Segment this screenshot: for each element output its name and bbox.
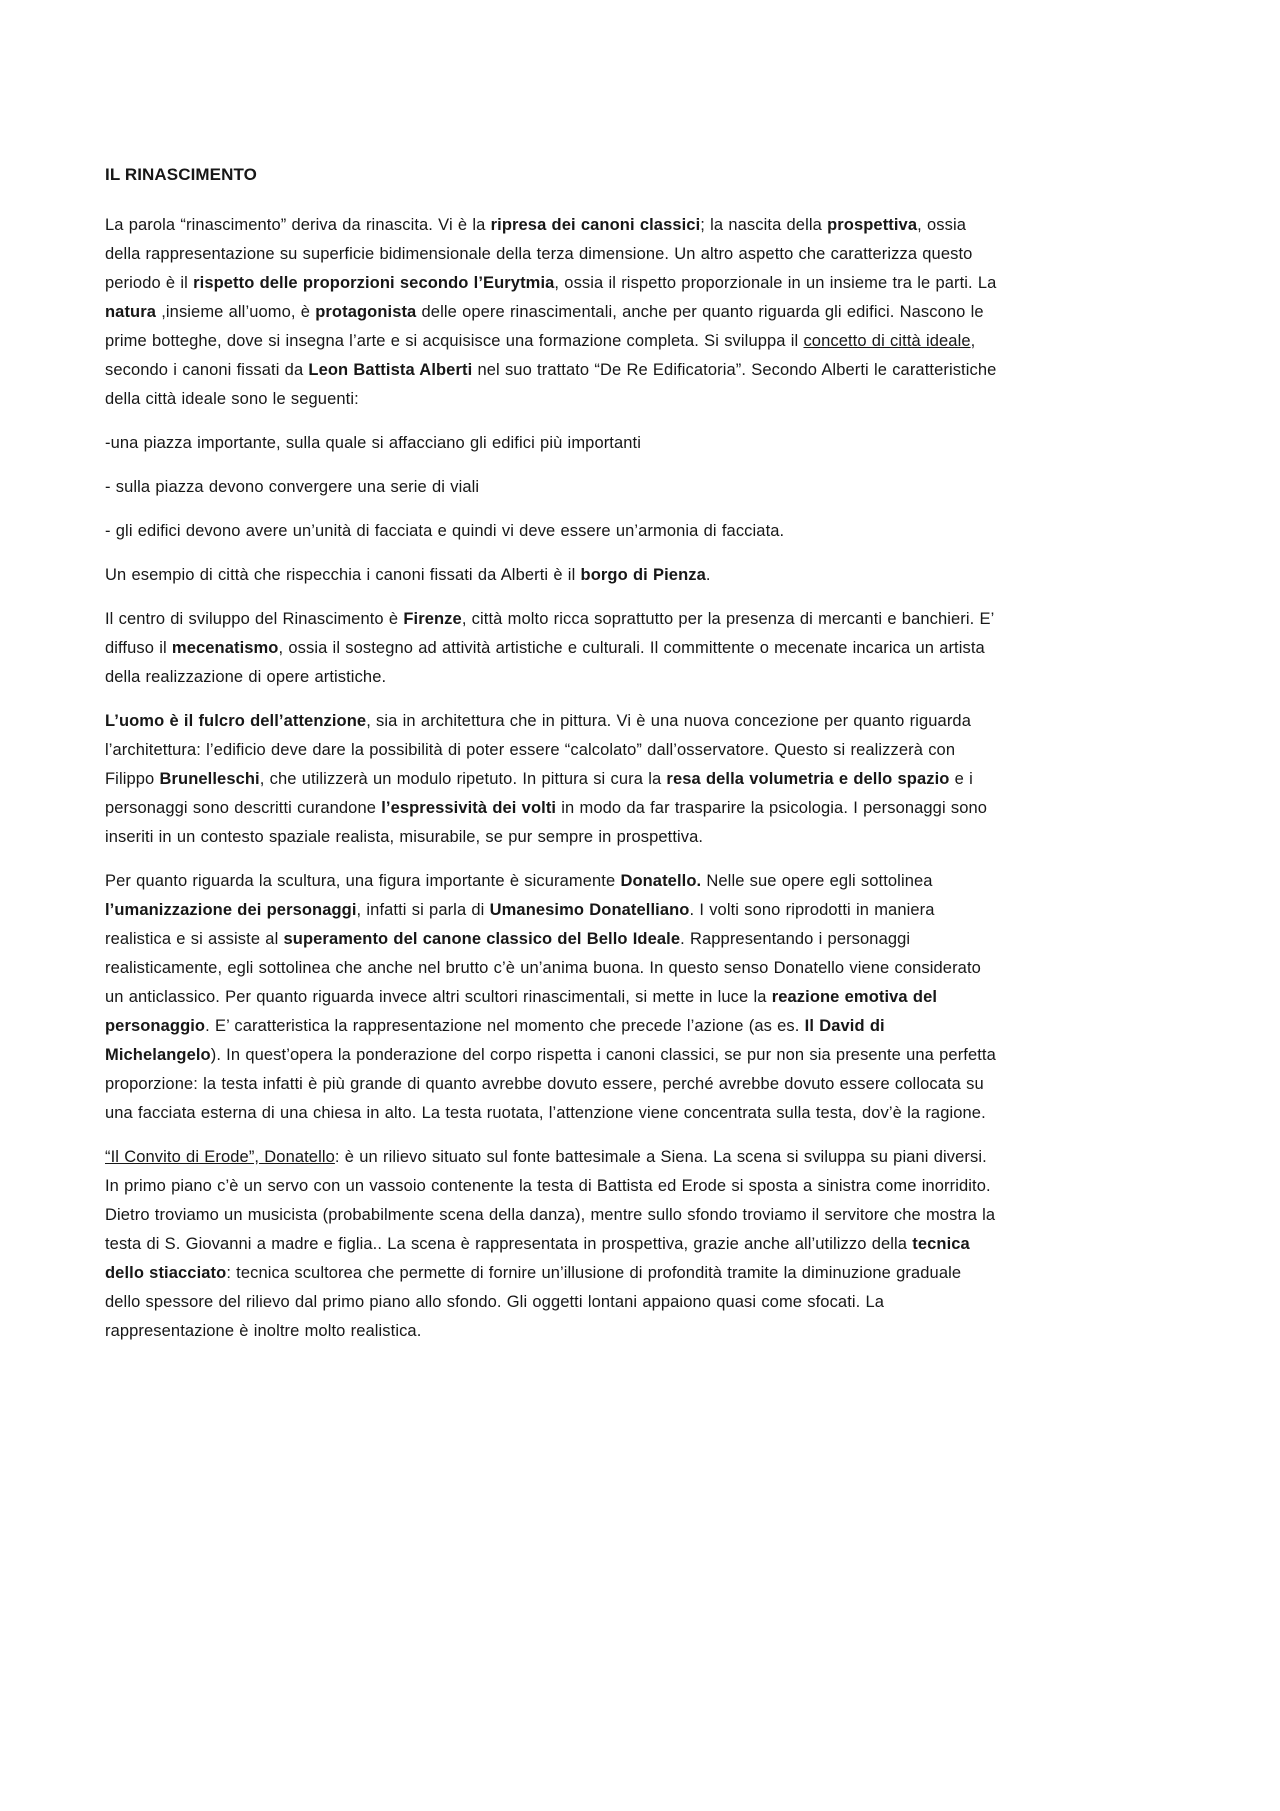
- bold-text-run: l’espressività dei volti: [381, 799, 557, 817]
- text-run: - sulla piazza devono convergere una serie di viali: [105, 478, 480, 496]
- paragraph: [105, 867, 1000, 1128]
- paragraph: [105, 473, 1000, 502]
- text-run: in modo da far trasparire la psicologia. I personaggi sono inseriti in un contesto spaziale realista, misurabile, se pur sempre in prospettiva.: [105, 799, 988, 846]
- bold-text-run: Firenze: [403, 610, 462, 628]
- bold-text-run: L’uomo è il fulcro dell’attenzione: [105, 712, 367, 730]
- document-title: IL RINASCIMENTO: [105, 165, 257, 184]
- bold-text-run: prospettiva: [827, 216, 918, 234]
- bold-text-run: borgo di Pienza: [580, 566, 706, 584]
- text-run: delle opere rinascimentali, anche per quanto riguarda gli edifici. Nascono le prime botteghe, dove si insegna l’arte e si acquisisce una formazione completa. Si sviluppa il: [105, 303, 984, 350]
- bold-text-run: Donatello.: [620, 872, 702, 890]
- text-run: : tecnica scultorea che permette di fornire un’illusione di profondità tramite la diminuzione graduale dello spessore del rilievo dal primo piano allo sfondo. Gli oggetti lontani appaiono quasi come sfocati. La rappresentazione è inoltre molto realistica.: [105, 1264, 962, 1340]
- text-run: Il centro di sviluppo del Rinascimento è: [105, 610, 404, 628]
- text-run: ; la nascita della: [700, 216, 828, 234]
- bold-text-run: l’umanizzazione dei personaggi: [105, 901, 357, 919]
- text-run: -una piazza importante, sulla quale si affacciano gli edifici più importanti: [105, 434, 641, 452]
- bold-text-run: Umanesimo Donatelliano: [489, 901, 690, 919]
- text-run: Per quanto riguarda la scultura, una figura importante è sicuramente: [105, 872, 621, 890]
- paragraph: [105, 561, 1000, 590]
- bold-text-run: ripresa dei canoni classici: [490, 216, 701, 234]
- text-run: La parola “rinascimento” deriva da rinascita. Vi è la: [105, 216, 491, 234]
- text-run: .: [705, 566, 711, 584]
- text-run: , che utilizzerà un modulo ripetuto. In pittura si cura la: [259, 770, 667, 788]
- underlined-text-run: “Il Convito di Erode”, Donatello: [105, 1148, 335, 1166]
- bold-text-run: mecenatismo: [171, 639, 279, 657]
- document-body: [105, 211, 1000, 1346]
- bold-text-run: tecnica dello stiacciato: [105, 1235, 970, 1282]
- text-run: - gli edifici devono avere un’unità di facciata e quindi vi deve essere un’armonia di facciata.: [105, 522, 785, 540]
- paragraph: [105, 1143, 1000, 1346]
- bold-text-run: superamento del canone classico del Bello Ideale: [283, 930, 681, 948]
- text-run: , ossia della rappresentazione su superficie bidimensionale della terza dimensione. Un altro aspetto che caratterizza questo periodo è il: [105, 216, 973, 292]
- text-run: nel suo trattato “De Re Edificatoria”. Secondo Alberti le caratteristiche della città ideale sono le seguenti:: [105, 361, 997, 408]
- text-run: , città molto ricca soprattutto per la presenza di mercanti e banchieri. E’ diffuso il: [105, 610, 994, 657]
- text-run: . I volti sono riprodotti in maniera realistica e si assiste al: [105, 901, 935, 948]
- bold-text-run: Brunelleschi: [159, 770, 260, 788]
- bold-text-run: resa della volumetria e dello spazio: [666, 770, 950, 788]
- text-run: . Rappresentando i personaggi realisticamente, egli sottolinea che anche nel brutto c’è un’anima buona. In questo senso Donatello viene considerato un anticlassico. Per quanto riguarda invece altri scultori rinascimentali, si mette in luce la: [105, 930, 981, 1006]
- paragraph: [105, 707, 1000, 852]
- paragraph: [105, 211, 1000, 414]
- text-run: ,insieme all’uomo, è: [156, 303, 316, 321]
- bold-text-run: protagonista: [315, 303, 417, 321]
- text-run: , secondo i canoni fissati da: [105, 332, 976, 379]
- paragraph: [105, 605, 1000, 692]
- paragraph: [105, 429, 1000, 458]
- bold-text-run: rispetto delle proporzioni secondo l’Eurytmia: [193, 274, 555, 292]
- bold-text-run: reazione emotiva del personaggio: [105, 988, 938, 1035]
- text-run: e i personaggi sono descritti curandone: [105, 770, 973, 817]
- bold-text-run: Leon Battista Alberti: [308, 361, 473, 379]
- text-run: , sia in architettura che in pittura. Vi è una nuova concezione per quanto riguarda l’architettura: l’edificio deve dare la possibilità di poter essere “calcolato” dall’osservatore. Questo si realizzerà con Filippo: [105, 712, 971, 788]
- text-run: ). In quest’opera la ponderazione del corpo rispetta i canoni classici, se pur non sia presente una perfetta proporzione: la testa infatti è più grande di quanto avrebbe dovuto essere, perché avrebbe dovuto essere collocata su una facciata esterna di una chiesa in alto. La testa ruotata, l’attenzione viene concentrata sulla testa, dov’è la ragione.: [105, 1046, 996, 1122]
- paragraph: [105, 517, 1000, 546]
- text-run: Nelle sue opere egli sottolinea: [701, 872, 933, 890]
- text-run: Un esempio di città che rispecchia i canoni fissati da Alberti è il: [105, 566, 581, 584]
- text-run: . E’ caratteristica la rappresentazione nel momento che precede l’azione (as es.: [205, 1017, 805, 1035]
- bold-text-run: Il David di Michelangelo: [105, 1017, 885, 1064]
- text-run: , ossia il sostegno ad attività artistiche e culturali. Il committente o mecenate incarica un artista della realizzazione di opere artistiche.: [105, 639, 985, 686]
- underlined-text-run: concetto di città ideale: [803, 332, 971, 350]
- text-run: , infatti si parla di: [356, 901, 490, 919]
- text-run: , ossia il rispetto proporzionale in un insieme tra le parti. La: [554, 274, 997, 292]
- bold-text-run: natura: [105, 303, 157, 321]
- text-run: : è un rilievo situato sul fonte battesimale a Siena. La scena si sviluppa su piani diversi. In primo piano c’è un servo con un vassoio contenente la testa di Battista ed Erode si sposta a sinistra come inorridito. Dietro troviamo un musicista (probabilmente scena della danza), mentre sullo sfondo troviamo il servitore che mostra la testa di S. Giovanni a madre e figlia.. La scena è rappresentata in prospettiva, grazie anche all’utilizzo della: [105, 1148, 996, 1253]
